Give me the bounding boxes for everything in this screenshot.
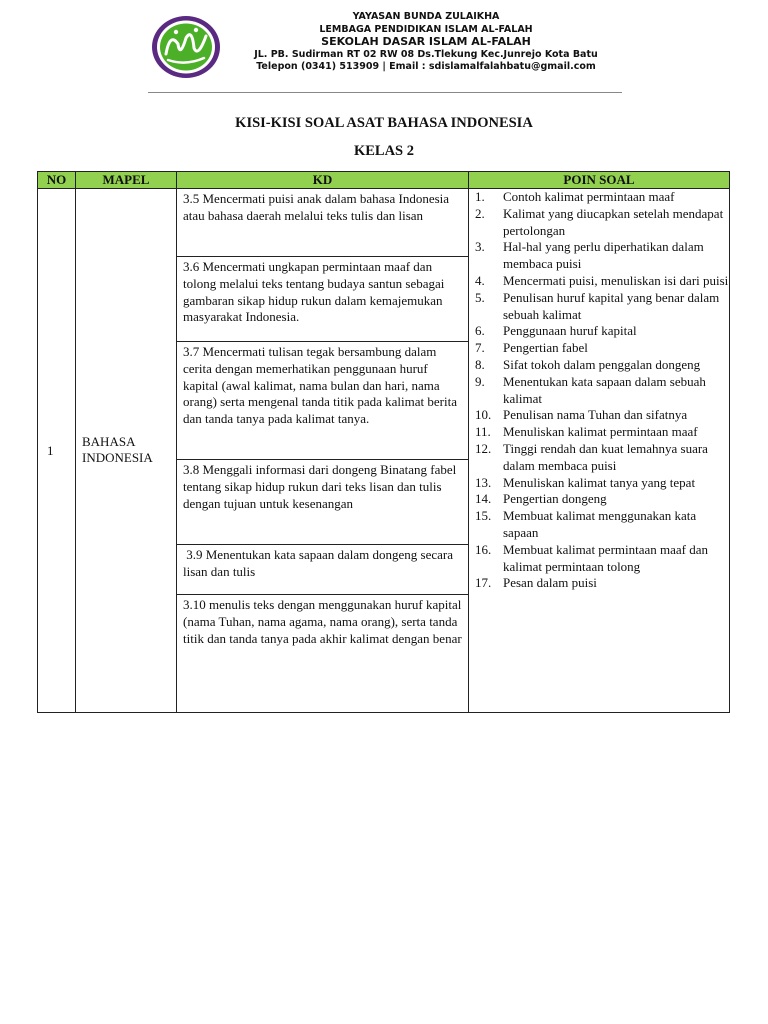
- kd-item: 3.9 Menentukan kata sapaan dalam dongeng secara lisan dan tulis: [183, 547, 457, 579]
- poin-soal-text: Penggunaan huruf kapital: [503, 323, 637, 339]
- poin-soal-number: 4.: [475, 272, 485, 288]
- document-title: KISI-KISI SOAL ASAT BAHASA INDONESIA: [235, 115, 533, 131]
- poin-soal-item: [469, 542, 731, 576]
- poin-soal-text: Pesan dalam puisi: [503, 575, 597, 591]
- poin-soal-number: 15.: [475, 508, 492, 524]
- poin-soal-item: [469, 340, 731, 357]
- poin-soal-item: [469, 273, 731, 290]
- poin-soal-number: 12.: [475, 440, 492, 456]
- poin-soal-text: Menuliskan kalimat permintaan maaf: [503, 424, 698, 440]
- poin-soal-text: Hal-hal yang perlu diperhatikan dalam membaca puisi: [503, 239, 704, 272]
- header-kd: KD: [312, 172, 333, 187]
- school-emblem-logo: [150, 14, 222, 80]
- poin-soal-item: [469, 491, 731, 508]
- poin-soal-text: Pengertian dongeng: [503, 491, 607, 507]
- letterhead-divider: [148, 92, 622, 93]
- poin-soal-text: Penulisan huruf kapital yang benar dalam sebuah kalimat: [503, 289, 720, 322]
- poin-soal-item: [469, 508, 731, 542]
- poin-soal-item: [469, 189, 731, 206]
- poin-soal-item: [469, 239, 731, 273]
- poin-soal-number: 10.: [475, 407, 492, 423]
- poin-soal-number: 17.: [475, 575, 492, 591]
- poin-soal-number: 9.: [475, 373, 485, 389]
- poin-soal-number: 7.: [475, 340, 485, 356]
- kd-item: 3.10 menulis teks dengan menggunakan huruf kapital (nama Tuhan, nama agama, nama orang), serta tanda titik dan tanda tanya pada akhir kalimat dengan benar: [183, 597, 462, 646]
- poin-soal-number: 1.: [475, 189, 485, 204]
- poin-soal-item: [469, 323, 731, 340]
- poin-soal-number: 3.: [475, 239, 485, 255]
- institution-name: LEMBAGA PENDIDIKAN ISLAM AL-FALAH: [319, 23, 533, 35]
- poin-soal-number: 14.: [475, 491, 492, 507]
- school-contact: Telepon (0341) 513909 | Email : sdislamalfalahbatu@gmail.com: [256, 61, 596, 72]
- poin-soal-text: Contoh kalimat permintaan maaf: [503, 189, 675, 204]
- poin-soal-number: 6.: [475, 323, 485, 339]
- poin-soal-item: [469, 475, 731, 492]
- poin-soal-item: [469, 290, 731, 324]
- poin-soal-item: [469, 424, 731, 441]
- poin-soal-number: 2.: [475, 205, 485, 221]
- kisi-kisi-table: [37, 171, 730, 713]
- header-mapel: MAPEL: [102, 172, 150, 187]
- poin-soal-text: Pengertian fabel: [503, 340, 588, 356]
- kd-item: 3.8 Menggali informasi dari dongeng Binatang fabel tentang sikap hidup rukun dari teks lisan dan tulis dengan tujuan untuk kesenangan: [183, 462, 457, 511]
- foundation-name: YAYASAN BUNDA ZULAIKHA: [352, 11, 500, 22]
- kd-item: 3.6 Mencermati ungkapan permintaan maaf dan tolong melalui teks tentang budaya santun sebagai gambaran sikap hidup rukun dalam kemajemukan masyarakat Indonesia.: [183, 259, 445, 325]
- poin-soal-number: 5.: [475, 289, 485, 305]
- poin-soal-text: Membuat kalimat permintaan maaf dan kalimat permintaan tolong: [503, 541, 709, 574]
- poin-soal-text: Penulisan nama Tuhan dan sifatnya: [503, 407, 688, 423]
- poin-soal-item: [469, 206, 731, 240]
- poin-soal-item: [469, 407, 731, 424]
- row-number: 1: [47, 443, 54, 458]
- kd-item: 3.7 Mencermati tulisan tegak bersambung dalam cerita dengan memerhatikan penggunaan huruf kapital (awal kalimat, nama bulan dan hari, nama orang) serta mengenal tanda titik pada kalimat berita dan tanda tanya pada kalimat tanya.: [183, 344, 457, 427]
- kd-item: 3.5 Mencermati puisi anak dalam bahasa Indonesia atau bahasa daerah melalui teks tulis dan lisan: [183, 191, 450, 223]
- poin-soal-item: [469, 357, 731, 374]
- document-subtitle: KELAS 2: [353, 143, 415, 159]
- header-no: NO: [46, 172, 67, 187]
- poin-soal-number: 13.: [475, 474, 492, 490]
- poin-soal-text: Menuliskan kalimat tanya yang tepat: [503, 474, 696, 490]
- poin-soal-text: Tinggi rendah dan kuat lemahnya suara dalam membaca puisi: [503, 440, 708, 473]
- poin-soal-text: Menentukan kata sapaan dalam sebuah kalimat: [503, 373, 706, 406]
- poin-soal-item: [469, 374, 731, 408]
- header-poin-soal: POIN SOAL: [563, 172, 635, 187]
- poin-soal-number: 16.: [475, 541, 492, 557]
- school-name: SEKOLAH DASAR ISLAM AL-FALAH: [321, 35, 531, 48]
- poin-soal-text: Kalimat yang diucapkan setelah mendapat pertolongan: [503, 205, 724, 238]
- poin-soal-item: [469, 441, 731, 475]
- poin-soal-number: 8.: [475, 356, 485, 372]
- poin-soal-text: Sifat tokoh dalam penggalan dongeng: [503, 356, 701, 372]
- poin-soal-number: 11.: [475, 424, 491, 440]
- poin-soal-item: [469, 575, 731, 592]
- poin-soal-text: Mencermati puisi, menuliskan isi dari puisi: [503, 272, 729, 288]
- column-divider: [75, 172, 76, 712]
- subject-name: BAHASA INDONESIA: [82, 434, 153, 465]
- poin-soal-list: [469, 189, 731, 592]
- poin-soal-text: Membuat kalimat menggunakan kata sapaan: [503, 508, 697, 540]
- letterhead: [236, 11, 616, 74]
- school-address: JL. PB. Sudirman RT 02 RW 08 Ds.Tlekung Kec.Junrejo Kota Batu: [254, 48, 598, 60]
